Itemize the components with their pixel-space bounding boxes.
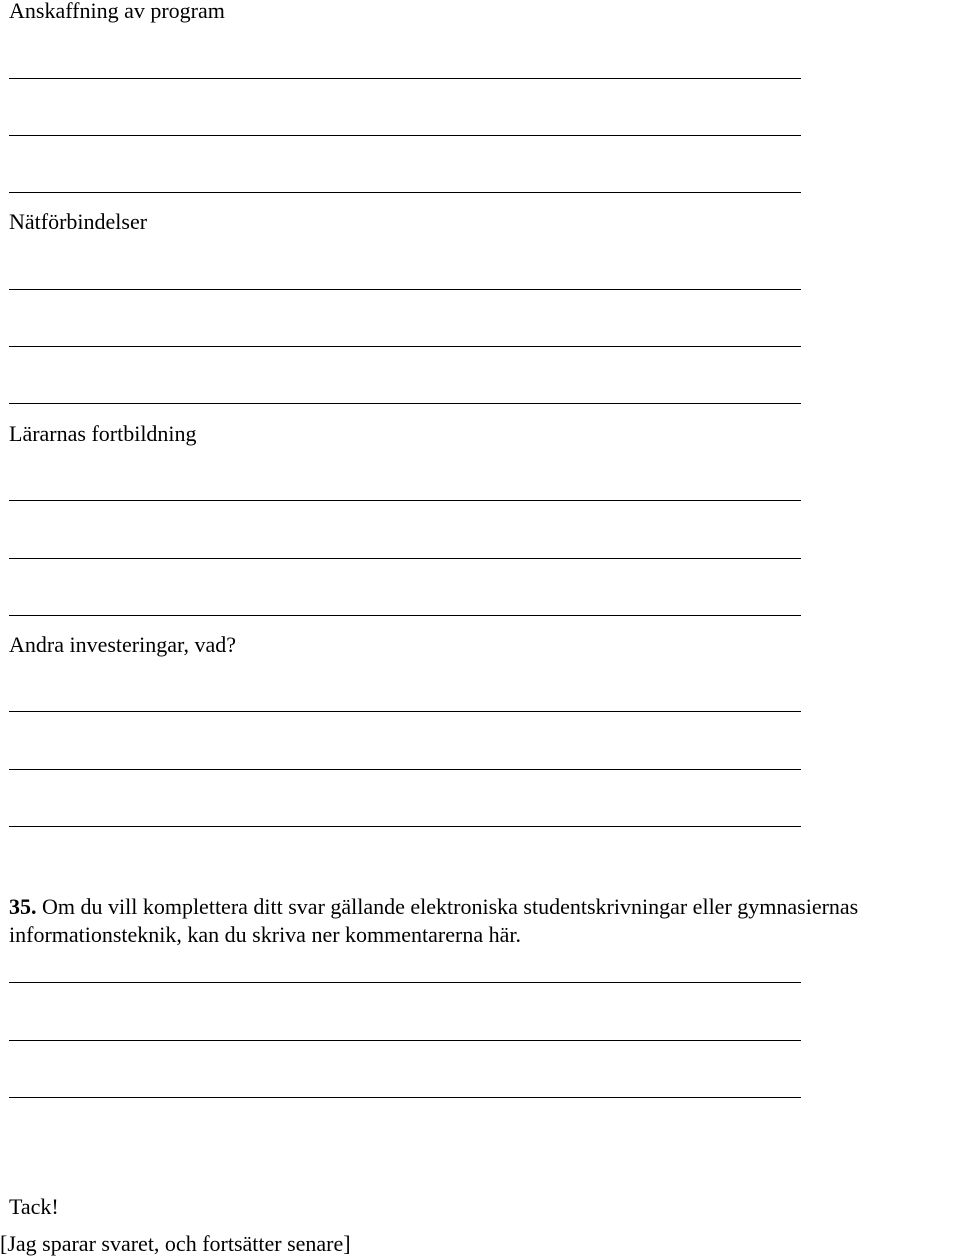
answer-line[interactable] [9,558,801,559]
question-35-line2: informationsteknik, kan du skriva ner kommentarerna här. [9,922,521,947]
save-and-continue-later-link[interactable]: [Jag sparar svaret, och fortsätter senare] [0,1231,351,1256]
answer-line[interactable] [9,192,801,193]
answer-line[interactable] [9,346,801,347]
section-label-network: Nätförbindelser [9,209,148,234]
answer-line[interactable] [9,1097,801,1098]
section-label-training: Lärarnas fortbildning [9,421,197,446]
section-label-program: Anskaffning av program [9,0,225,23]
answer-line[interactable] [9,289,801,290]
answer-line[interactable] [9,500,801,501]
answer-line[interactable] [9,982,801,983]
question-35-line1 [9,894,858,920]
answer-line[interactable] [9,403,801,404]
answer-line[interactable] [9,711,801,712]
answer-line[interactable] [9,78,801,79]
question-number: 35. [9,894,37,919]
answer-line[interactable] [9,826,801,827]
answer-line[interactable] [9,1040,801,1041]
answer-line[interactable] [9,615,801,616]
thanks-text: Tack! [9,1194,59,1219]
section-label-other-investments: Andra investeringar, vad? [9,632,236,657]
answer-line[interactable] [9,135,801,136]
answer-line[interactable] [9,769,801,770]
question-text: Om du vill komplettera ditt svar gällande elektroniska studentskrivningar eller gymnasiernas [42,894,859,919]
